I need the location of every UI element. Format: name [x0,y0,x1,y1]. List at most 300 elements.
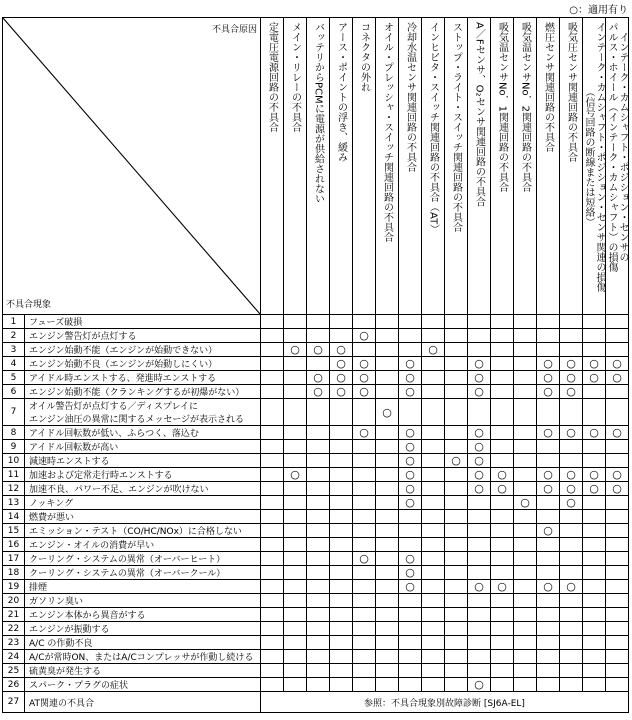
matrix-cell [445,482,468,496]
matrix-cell [330,566,353,580]
matrix-cell [307,329,330,343]
matrix-cell [353,636,376,650]
matrix-cell [560,566,583,580]
applicable-mark: ○ [359,385,369,398]
cause-column-line: コネクタの外れ [358,22,370,92]
row-number: 15 [3,524,25,538]
matrix-cell [468,524,491,538]
matrix-cell [422,538,445,552]
matrix-cell [537,399,560,426]
matrix-cell [353,678,376,692]
applicable-mark: ○ [589,371,599,384]
cause-column-text [583,22,605,292]
applicable-mark: ○ [497,580,507,593]
matrix-cell [514,482,537,496]
matrix-cell [491,664,514,678]
matrix-cell [353,552,376,566]
matrix-cell [514,385,537,399]
matrix-cell [606,650,629,664]
symptom-text: クーリング・システムの異常（オーバーヒート） [29,555,226,565]
matrix-cell [330,329,353,343]
matrix-cell [491,608,514,622]
matrix-cell [422,385,445,399]
matrix-cell [560,538,583,552]
applicable-mark: ○ [612,357,622,370]
matrix-cell [468,566,491,580]
matrix-cell [537,566,560,580]
matrix-cell [514,496,537,510]
matrix-cell [399,594,422,608]
symptom-cell [25,664,261,678]
matrix-cell [468,440,491,454]
matrix-cell [422,524,445,538]
matrix-cell [284,496,307,510]
matrix-cell [376,608,399,622]
table-row [3,580,629,594]
matrix-cell [468,636,491,650]
matrix-cell [606,566,629,580]
matrix-cell [445,399,468,426]
matrix-cell [284,454,307,468]
table-row [3,552,629,566]
cause-column-line: （信号回路の断線または短絡） [583,87,594,227]
matrix-cell [261,371,284,385]
matrix-cell [560,496,583,510]
symptom-text: エンジン本体から異音がする [29,611,146,621]
matrix-cell [468,329,491,343]
matrix-cell [284,510,307,524]
matrix-cell [330,315,353,329]
applicable-mark: ○ [405,482,415,495]
matrix-cell [583,482,606,496]
matrix-cell [330,357,353,371]
matrix-cell [560,343,583,357]
matrix-cell [376,510,399,524]
cause-column-line: 定電圧電源回路の不具合 [266,22,278,132]
symptom-text: エンジン始動不良（エンジンが始動しにくい） [29,360,218,370]
matrix-cell [606,385,629,399]
matrix-cell [468,357,491,371]
matrix-cell [491,636,514,650]
matrix-cell [583,357,606,371]
matrix-cell [376,329,399,343]
applicable-mark: ○ [543,524,553,537]
table-row [3,357,629,371]
matrix-cell [261,552,284,566]
matrix-cell [284,468,307,482]
cause-column-text [520,22,531,192]
matrix-cell [422,315,445,329]
symptom-cell [25,496,261,510]
row-number: 4 [3,357,25,371]
matrix-cell [261,440,284,454]
matrix-cell [560,636,583,650]
cause-column-line: ストップ・ライト・スイッチ関連回路の不具合 [450,22,462,232]
symptom-cell [25,371,261,385]
matrix-cell [491,454,514,468]
matrix-cell [284,580,307,594]
matrix-cell [261,650,284,664]
row-number: 17 [3,552,25,566]
cause-column-header [468,18,491,315]
symptom-cell [25,608,261,622]
matrix-cell [491,468,514,482]
matrix-cell [399,329,422,343]
symptom-cell [25,580,261,594]
matrix-cell [468,622,491,636]
cause-column-header [399,18,422,315]
matrix-cell [376,482,399,496]
matrix-cell [422,650,445,664]
table-row [3,678,629,692]
symptom-text: エンジン始動不能（エンジンが始動できない） [29,346,218,356]
matrix-cell [422,636,445,650]
matrix-cell [468,594,491,608]
table-row [3,510,629,524]
cause-column-line: メイン・リレーの不具合 [289,22,301,132]
cause-label: 不具合原因 [211,25,257,35]
applicable-mark: ○ [313,371,323,384]
symptom-cell [25,343,261,357]
matrix-cell [261,524,284,538]
matrix-cell [445,566,468,580]
matrix-cell [330,636,353,650]
cause-column-header [537,18,560,315]
matrix-cell [606,329,629,343]
matrix-cell [284,426,307,440]
matrix-cell [560,399,583,426]
matrix-cell [468,678,491,692]
matrix-cell [514,343,537,357]
cause-column-header [514,18,537,315]
matrix-cell [330,371,353,385]
matrix-cell [583,650,606,664]
matrix-cell [537,343,560,357]
symptom-cell [25,468,261,482]
applicable-mark: ○ [543,468,553,481]
matrix-cell [330,426,353,440]
matrix-cell [330,552,353,566]
matrix-cell [445,538,468,552]
matrix-cell [353,622,376,636]
applicable-mark: ○ [359,426,369,439]
matrix-cell [284,636,307,650]
matrix-cell [514,524,537,538]
cause-column-header [376,18,399,315]
row-number: 27 [3,692,25,713]
matrix-cell [422,678,445,692]
symptom-cell [25,636,261,650]
matrix-cell [606,594,629,608]
cause-column-text [336,22,347,162]
matrix-cell [284,552,307,566]
matrix-cell [307,440,330,454]
matrix-cell [376,594,399,608]
matrix-cell [537,608,560,622]
matrix-cell [537,552,560,566]
applicable-mark: ○ [543,385,553,398]
table-row [3,343,629,357]
matrix-cell [307,385,330,399]
matrix-cell [284,329,307,343]
symptom-text: A/C の作動不良 [29,639,93,649]
matrix-cell [445,552,468,566]
matrix-cell [560,510,583,524]
matrix-cell [537,594,560,608]
matrix-cell [422,510,445,524]
matrix-cell [468,580,491,594]
matrix-cell [606,371,629,385]
matrix-cell [376,650,399,664]
matrix-cell [514,650,537,664]
cause-column-line: 吸気温センサNo．1関連回路の不具合 [496,22,508,192]
matrix-cell [583,664,606,678]
matrix-cell [353,538,376,552]
symptom-cell [25,315,261,329]
row-number: 10 [3,454,25,468]
cause-column-line: バッテリからPCMに電源が供給されない [312,22,324,204]
applicable-mark: ○ [405,566,415,579]
symptom-cell [25,357,261,371]
legend-applicable: ○：適用有り [569,5,628,16]
matrix-cell [583,538,606,552]
matrix-cell [445,650,468,664]
matrix-cell [606,538,629,552]
matrix-cell [284,385,307,399]
matrix-cell [468,343,491,357]
cause-column-text [497,22,508,192]
matrix-cell [307,482,330,496]
applicable-mark: ○ [359,371,369,384]
matrix-cell [330,538,353,552]
matrix-cell [399,343,422,357]
matrix-cell [399,357,422,371]
matrix-cell [445,510,468,524]
table-row [3,608,629,622]
matrix-cell [376,343,399,357]
matrix-cell [606,343,629,357]
matrix-cell [284,678,307,692]
matrix-cell [537,678,560,692]
symptom-cell [25,594,261,608]
matrix-cell [537,482,560,496]
matrix-cell [422,343,445,357]
applicable-mark: ○ [612,371,622,384]
matrix-cell [284,315,307,329]
matrix-cell [353,371,376,385]
cause-column-line: 燃圧センサ関連回路の不具合 [542,22,554,152]
matrix-cell [583,454,606,468]
matrix-cell [583,608,606,622]
matrix-cell [330,594,353,608]
matrix-cell [422,594,445,608]
matrix-cell [537,664,560,678]
matrix-cell [307,426,330,440]
matrix-cell [491,678,514,692]
applicable-mark: ○ [566,580,576,593]
matrix-cell [353,426,376,440]
matrix-cell [583,385,606,399]
row-number: 22 [3,622,25,636]
table-row [3,315,629,329]
matrix-cell [422,454,445,468]
matrix-cell [583,524,606,538]
table-row [3,440,629,454]
applicable-mark: ○ [359,552,369,565]
table-row [3,482,629,496]
applicable-mark: ○ [405,385,415,398]
cause-column-text [451,22,462,232]
table-row [3,385,629,399]
table-row [3,664,629,678]
matrix-cell [422,566,445,580]
matrix-cell [261,468,284,482]
matrix-cell [606,440,629,454]
matrix-cell [606,622,629,636]
matrix-cell [514,678,537,692]
symptom-text: クーリング・システムの異常（オーバークール） [29,569,226,579]
matrix-cell [537,357,560,371]
table-row [3,468,629,482]
matrix-cell [353,594,376,608]
applicable-mark: ○ [497,482,507,495]
matrix-cell [491,315,514,329]
matrix-cell [261,496,284,510]
matrix-cell [261,399,284,426]
matrix-cell [491,594,514,608]
applicable-mark: ○ [566,468,576,481]
corner-diagonal [3,18,260,314]
table-row [3,636,629,650]
symptom-text: アイドル回転数が高い [29,443,119,453]
matrix-cell [537,538,560,552]
matrix-cell [560,315,583,329]
matrix-cell [353,524,376,538]
matrix-cell [606,552,629,566]
matrix-cell [560,371,583,385]
applicable-mark: ○ [543,426,553,439]
matrix-cell [284,399,307,426]
applicable-mark: ○ [336,371,346,384]
cause-column-header [307,18,330,315]
symptom-text-line2: エンジン油圧の異常に関するメッセージが表示される [29,415,245,425]
matrix-cell [491,329,514,343]
matrix-cell [353,566,376,580]
row-number: 9 [3,440,25,454]
matrix-cell [560,357,583,371]
matrix-cell [491,399,514,426]
row-number: 2 [3,329,25,343]
cause-column-text [474,22,485,206]
matrix-cell [491,440,514,454]
row-number: 25 [3,664,25,678]
matrix-cell [560,468,583,482]
symptom-cell: AT関連の不具合 [25,692,261,713]
symptom-text: 加速不良、パワー不足、エンジンが吹けない [29,485,209,495]
cause-column-line: インテーク・カムシャフト・ポジション・センサの [617,32,628,262]
matrix-cell [376,636,399,650]
symptom-text: エンジン警告灯が点灯する [29,332,137,342]
applicable-mark: ○ [612,426,622,439]
applicable-mark: ○ [405,580,415,593]
matrix-cell [399,385,422,399]
matrix-cell [491,650,514,664]
matrix-cell [261,678,284,692]
symptom-text: 硫黄臭が発生する [29,667,102,677]
matrix-cell [399,636,422,650]
matrix-cell [445,496,468,510]
cause-column-header [330,18,353,315]
matrix-cell [445,385,468,399]
matrix-cell [560,454,583,468]
matrix-cell [399,371,422,385]
matrix-cell [353,385,376,399]
applicable-mark: ○ [405,426,415,439]
matrix-cell [445,426,468,440]
matrix-cell [491,385,514,399]
applicable-mark: ○ [589,357,599,370]
matrix-cell [583,510,606,524]
symptom-cell [25,385,261,399]
matrix-cell [399,426,422,440]
matrix-cell [468,608,491,622]
matrix-cell [606,426,629,440]
matrix-cell [330,454,353,468]
matrix-cell [307,580,330,594]
matrix-cell [330,385,353,399]
applicable-mark: ○ [589,468,599,481]
matrix-cell [307,524,330,538]
applicable-mark: ○ [474,678,484,691]
matrix-cell [399,440,422,454]
matrix-cell [399,510,422,524]
matrix-cell [422,608,445,622]
matrix-cell [376,357,399,371]
matrix-cell [583,315,606,329]
matrix-cell [445,580,468,594]
matrix-cell [261,357,284,371]
matrix-cell [560,664,583,678]
table-row [3,538,629,552]
matrix-cell [514,440,537,454]
matrix-cell [606,454,629,468]
matrix-cell [399,566,422,580]
matrix-cell [537,622,560,636]
cause-column-header [606,18,629,315]
matrix-cell [376,524,399,538]
matrix-cell [399,399,422,426]
matrix-cell [261,315,284,329]
matrix-cell [261,622,284,636]
symptom-text: 減速時エンストする [29,457,110,467]
matrix-cell [491,357,514,371]
matrix-cell [376,622,399,636]
applicable-mark: ○ [543,580,553,593]
matrix-cell [583,426,606,440]
matrix-cell [330,678,353,692]
matrix-cell [445,440,468,454]
matrix-cell [445,622,468,636]
cause-column-text [405,22,416,172]
applicable-mark: ○ [359,329,369,342]
row-number: 24 [3,650,25,664]
matrix-cell [606,608,629,622]
matrix-cell [606,399,629,426]
matrix-cell [376,468,399,482]
matrix-cell [468,482,491,496]
matrix-cell [353,440,376,454]
matrix-cell [445,329,468,343]
